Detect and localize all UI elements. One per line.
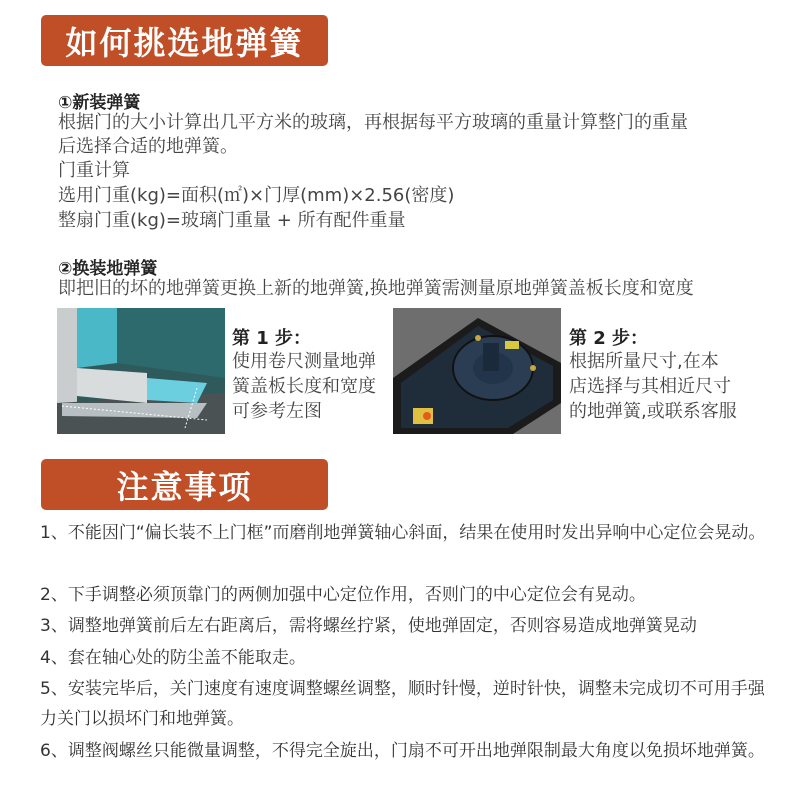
note-item-3: 3、调整地弹簧前后左右距离后，需将螺丝拧紧，使地弹固定，否则容易造成地弹簧晃动 [40, 616, 697, 636]
notes-title: 注意事项 [116, 467, 253, 506]
floor-spring-mechanism-photo [393, 308, 561, 434]
formula-line: 选用门重(kg)=面积(㎡)×门厚(mm)×2.56(密度) [58, 185, 455, 206]
section-heading-replace: ②换装地弹簧 [58, 259, 158, 279]
step-2-line: 店选择与其相近尺寸 [569, 376, 731, 397]
page-title: 如何挑选地弹簧 [65, 23, 304, 62]
note-item-5: 5、安装完毕后，关门速度有速度调整螺丝调整，顺时针慢，逆时针快，调整未完成切不可用手强力关门以损坏门和地弹簧。 [40, 679, 765, 729]
step-2-line: 的地弹簧,或联系客服 [569, 401, 737, 422]
step-2-title: 第 2 步： [569, 328, 649, 349]
note-item-4: 4、套在轴心处的防尘盖不能取走。 [40, 648, 306, 668]
floor-spring-cover-measure-photo [57, 308, 225, 434]
section-heading-new-install: ①新装弹簧 [58, 93, 141, 113]
body-line: 门重计算 [58, 160, 130, 181]
note-item-2: 2、下手调整必须顶靠门的两侧加强中心定位作用，否则门的中心定位会有晃动。 [40, 585, 646, 605]
step-2-line: 根据所量尺寸,在本 [569, 351, 719, 372]
note-item-6: 6、调整阀螺丝只能微量调整，不得完全旋出，门扇不可开出地弹限制最大角度以免损坏地弹簧。 [40, 741, 765, 761]
step-1-line: 可参考左图 [232, 401, 322, 422]
notes-banner [41, 459, 328, 510]
step-1-line: 使用卷尺测量地弹 [232, 351, 376, 372]
step-1-title: 第 1 步： [232, 328, 312, 349]
step-1-line: 簧盖板长度和宽度 [232, 376, 376, 397]
formula-line: 整扇门重(kg)=玻璃门重量 + 所有配件重量 [58, 210, 406, 231]
body-line: 即把旧的坏的地弹簧更换上新的地弹簧,换地弹簧需测量原地弹簧盖板长度和宽度 [58, 278, 694, 299]
note-item-1: 1、不能因门“偏长装不上门框”而磨削地弹簧轴心斜面，结果在使用时发出异响中心定位会晃动。 [40, 523, 766, 543]
body-line: 后选择合适的地弹簧。 [58, 136, 238, 157]
title-banner [41, 15, 328, 66]
body-line: 根据门的大小计算出几平方米的玻璃，再根据每平方玻璃的重量计算整门的重量 [58, 112, 688, 133]
